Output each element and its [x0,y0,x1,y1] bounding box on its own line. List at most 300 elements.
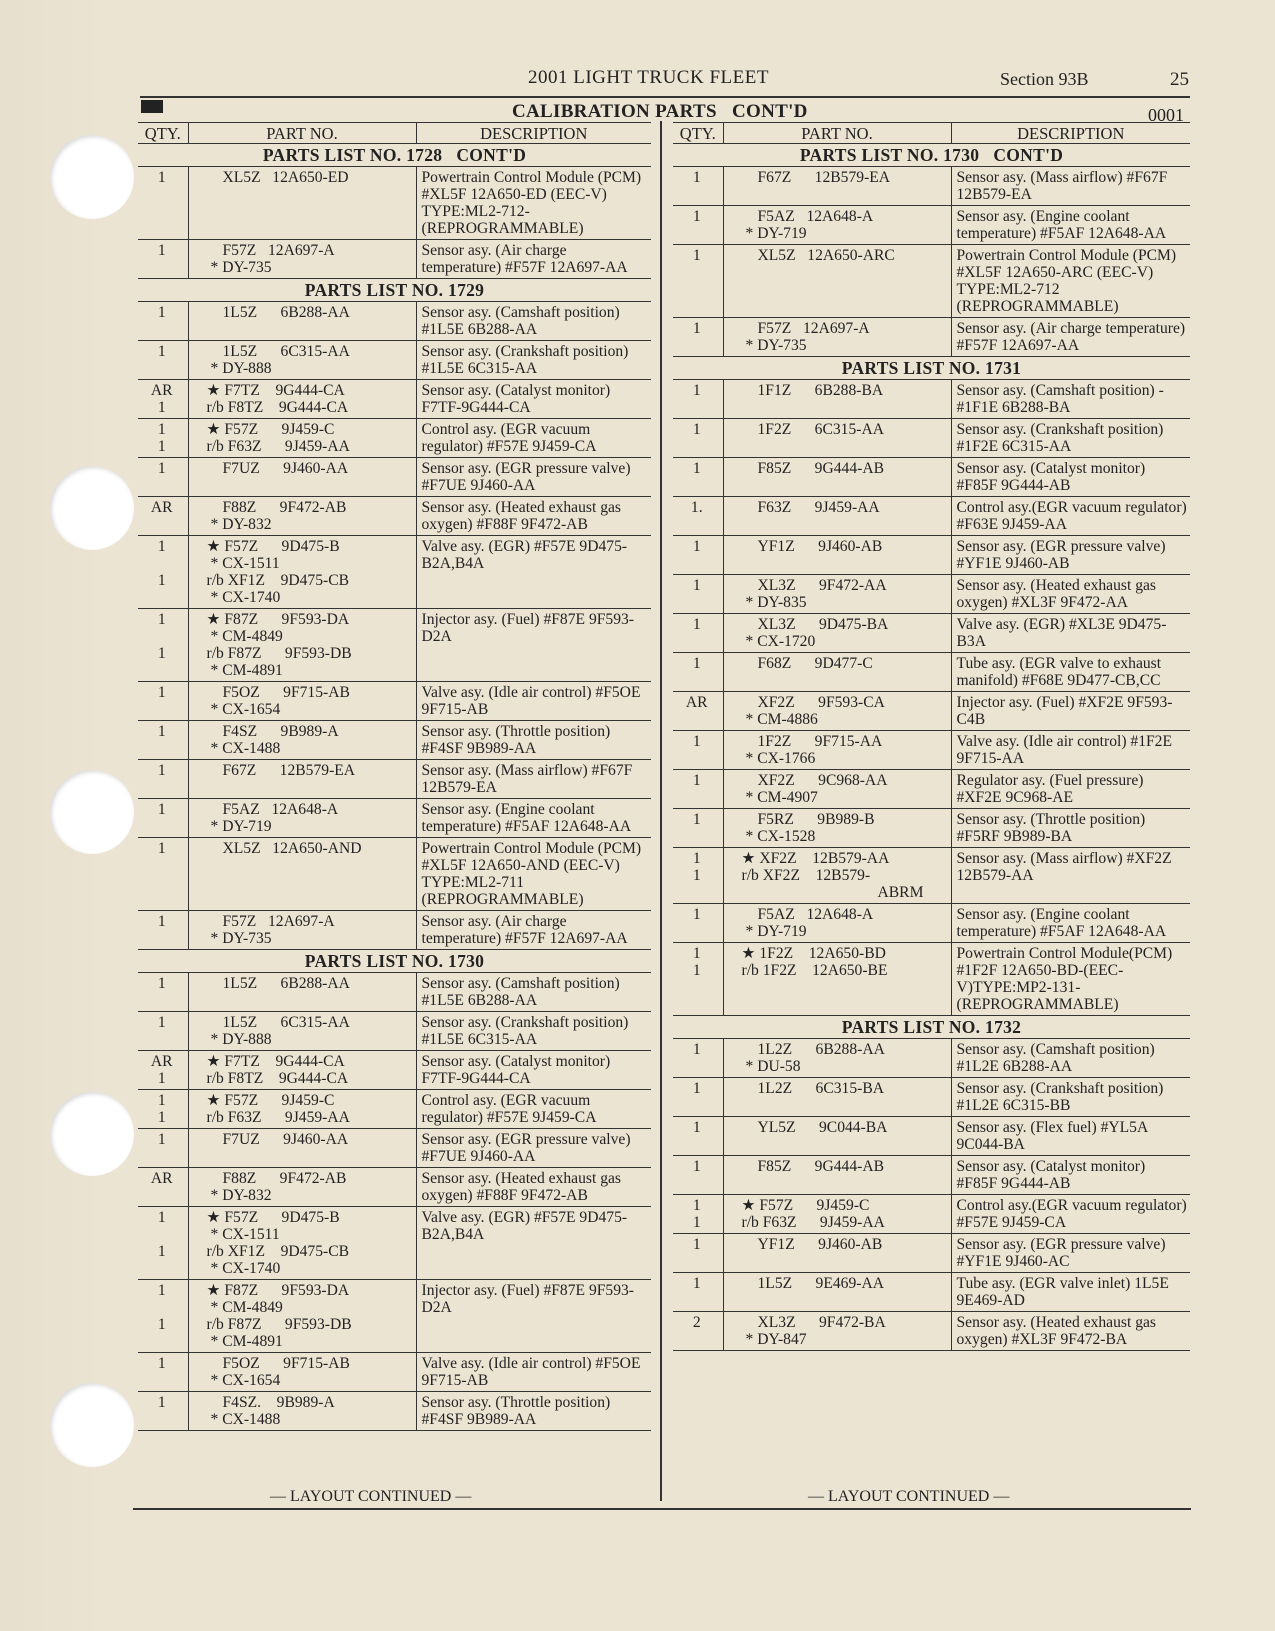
layout-continued-note: — LAYOUT CONTINUED — [808,1488,1010,1505]
part-number: * CX-1766 [745,750,816,767]
qty-header: QTY. [138,123,188,144]
table-row [138,419,651,458]
qty-value: 1 [157,762,166,779]
qty-cell [138,760,188,799]
part-number: F5OZ 9F715-AB [222,684,350,701]
parts-list-heading [673,357,1190,380]
part-number-cell [723,809,951,848]
table-row [138,1090,651,1129]
qty-cell [138,536,188,609]
qty-value: 1 [692,867,701,884]
part-number-cell [723,731,951,770]
table-row [138,536,651,609]
right-column [673,122,1190,1351]
table-row [673,575,1190,614]
part-number: * CX-1740 [210,589,281,606]
parts-table-right [673,122,1190,1351]
description-cell: Sensor asy. (Mass airflow) #F67F 12B579-EA [951,167,1190,206]
part-number-cell [723,380,951,419]
part-number: * CX-1488 [210,740,281,757]
qty-value: 1 [157,343,166,360]
part-number-cell [723,575,951,614]
part-number: r/b F87Z 9F593-DB [206,645,352,662]
qty-cell [673,1312,723,1351]
part-number-cell [188,458,416,497]
binder-hole [50,770,134,854]
qty-cell [673,380,723,419]
qty-cell [673,1234,723,1273]
qty-value: 1 [692,962,701,979]
part-number: * DY-719 [745,225,807,242]
part-number-cell [188,536,416,609]
description-cell: Sensor asy. (Camshaft position) - #1F1E 6B288-BA [951,380,1190,419]
qty-cell [138,799,188,838]
column-divider [660,121,662,1501]
qty-cell [673,904,723,943]
part-number: * CM-4849 [210,1299,283,1316]
part-number: F5AZ 12A648-A [222,801,339,818]
qty-cell [138,911,188,950]
part-number-cell [188,799,416,838]
table-row [138,167,651,240]
table-row [673,809,1190,848]
qty-value: 1 [157,538,166,555]
part-number-cell [723,419,951,458]
binder-hole [50,466,134,550]
part-number: YF1Z 9J460-AB [757,1236,883,1253]
description-cell: Powertrain Control Module (PCM) #XL5F 12A650-AND (EEC-V) TYPE:ML2-711 (REPROGRAMMABLE) [416,838,651,911]
part-number: r/b F63Z 9J459-AA [206,1109,350,1126]
qty-value: AR [150,1170,173,1187]
description-cell: Tube asy. (EGR valve to exhaust manifold) #F68E 9D477-CB,CC [951,653,1190,692]
part-number: ★ F57Z 9J459-C [206,1092,335,1109]
part-number: * DY-888 [210,1031,272,1048]
page-number: 25 [1170,69,1189,90]
description-header: DESCRIPTION [416,123,651,144]
part-number: ★ F87Z 9F593-DA [206,1282,350,1299]
description-cell: Valve asy. (Idle air control) #1F2E 9F715-AA [951,731,1190,770]
part-number: * CX-1654 [210,701,281,718]
parts-list-heading [673,144,1190,167]
part-number-cell [723,1117,951,1156]
qty-value: 1 [157,438,166,455]
description-cell: Powertrain Control Module (PCM) #XL5F 12A650-ED (EEC-V) TYPE:ML2-712-(REPROGRAMMABLE) [416,167,651,240]
qty-value: 1 [692,1197,701,1214]
qty-cell [138,1392,188,1431]
description-cell: Control asy.(EGR vacuum regulator) #F57E 9J459-CA [951,1195,1190,1234]
part-number: F7UZ 9J460-AA [222,460,349,477]
qty-value: 1 [157,1243,166,1260]
part-number: 1L5Z 6C315-AA [222,343,350,360]
description-cell: Valve asy. (EGR) #F57E 9D475-B2A,B4A [416,1207,651,1280]
part-number: XL3Z 9D475-BA [757,616,889,633]
table-row [673,380,1190,419]
part-number-cell [188,1129,416,1168]
part-number: XL3Z 9F472-BA [757,1314,886,1331]
description-cell: Control asy. (EGR vacuum regulator) #F57E 9J459-CA [416,1090,651,1129]
parts-list-title: PARTS LIST NO. 1729 [138,279,651,302]
description-header: DESCRIPTION [951,123,1190,144]
table-row [673,653,1190,692]
table-row [138,341,651,380]
part-number: * DY-735 [210,259,272,276]
table-row [673,943,1190,1016]
parts-list-title: PARTS LIST NO. 1730 [138,950,651,973]
part-number: * DY-832 [210,516,272,533]
qty-value: 1 [692,655,701,672]
description-cell: Sensor asy. (Heated exhaust gas oxygen) #F88F 9F472-AB [416,497,651,536]
table-row [673,1039,1190,1078]
qty-value: 1 [157,1209,166,1226]
part-number-cell [723,245,951,318]
part-number-cell [188,167,416,240]
part-number: 1F2Z 6C315-AA [757,421,884,438]
qty-cell [673,497,723,536]
part-number-cell [723,1156,951,1195]
qty-value: 1 [157,1355,166,1372]
part-header: PART NO. [723,123,951,144]
part-number: 1L5Z 6C315-AA [222,1014,350,1031]
part-number-cell [723,904,951,943]
qty-cell [138,1207,188,1280]
table-row [673,904,1190,943]
qty-value: 1 [692,421,701,438]
qty-cell [673,614,723,653]
part-number: ★ F57Z 9J459-C [741,1197,870,1214]
table-row [138,1392,651,1431]
part-number: * DY-832 [210,1187,272,1204]
description-cell: Sensor asy. (Catalyst monitor) F7TF-9G444-CA [416,1051,651,1090]
description-cell: Sensor asy. (Engine coolant temperature) #F5AF 12A648-AA [951,904,1190,943]
description-cell: Sensor asy. (Camshaft position) #1L5E 6B288-AA [416,302,651,341]
part-header: PART NO. [188,123,416,144]
part-number-cell [723,1273,951,1312]
part-number: YL5Z 9C044-BA [757,1119,888,1136]
qty-value: 1 [692,616,701,633]
part-number-cell [723,497,951,536]
parts-table-left [138,122,651,1431]
description-cell: Sensor asy. (Throttle position) #F4SF 9B989-AA [416,1392,651,1431]
part-number: XF2Z 9C968-AA [757,772,888,789]
qty-value: 1 [157,723,166,740]
parts-list-title: PARTS LIST NO. 1730 CONT'D [673,144,1190,167]
description-cell: Sensor asy. (Heated exhaust gas oxygen) #XL3F 9F472-BA [951,1312,1190,1351]
binder-hole [50,1383,134,1467]
part-number: ★ F7TZ 9G444-CA [206,1053,345,1070]
qty-cell [673,206,723,245]
qty-value: 1 [157,611,166,628]
table-caption: CALIBRATION PARTS CONT'D [512,101,808,122]
part-number-cell [723,318,951,357]
qty-cell [138,302,188,341]
part-number-cell [188,497,416,536]
qty-value: 1 [157,645,166,662]
qty-cell [138,682,188,721]
qty-value: 2 [692,1314,701,1331]
qty-value: 1 [692,169,701,186]
parts-list-heading [138,950,651,973]
qty-value: 1 [692,906,701,923]
qty-value: 1 [692,382,701,399]
qty-cell [673,575,723,614]
part-number-cell [188,302,416,341]
part-number: XL5Z 12A650-AND [222,840,362,857]
part-number: * CX-1528 [745,828,816,845]
left-column [138,122,651,1431]
part-number: ★ F57Z 9D475-B [206,538,340,555]
qty-value: 1 [692,1214,701,1231]
description-cell: Valve asy. (EGR) #XL3E 9D475-B3A [951,614,1190,653]
part-number-cell [723,692,951,731]
qty-value: 1 [157,169,166,186]
qty-cell [138,419,188,458]
description-cell: Sensor asy. (Catalyst monitor) F7TF-9G444-CA [416,380,651,419]
qty-cell [673,943,723,1016]
part-number: r/b XF1Z 9D475-CB [206,572,350,589]
qty-cell [673,653,723,692]
qty-cell [138,1280,188,1353]
qty-value: 1 [157,1131,166,1148]
qty-cell [673,1156,723,1195]
qty-value [138,555,186,572]
table-row [673,245,1190,318]
part-number: * CX-1654 [210,1372,281,1389]
part-number: F5OZ 9F715-AB [222,1355,350,1372]
table-row [138,240,651,279]
table-row [138,838,651,911]
qty-cell [673,1039,723,1078]
qty-cell [138,973,188,1012]
description-cell: Sensor asy. (Crankshaft position) #1L5E 6C315-AA [416,341,651,380]
part-number: F88Z 9F472-AB [222,1170,347,1187]
qty-cell [673,1195,723,1234]
description-cell: Powertrain Control Module(PCM) #1F2F 12A650-BD-(EEC-V)TYPE:MP2-131-(REPROGRAMMABLE) [951,943,1190,1016]
table-row [673,206,1190,245]
qty-value: AR [150,499,173,516]
part-number: 1F2Z 9F715-AA [757,733,883,750]
part-number: 1L5Z 6B288-AA [222,304,350,321]
part-number-cell [723,1039,951,1078]
part-number-cell [188,1090,416,1129]
part-number: * DY-719 [210,818,272,835]
description-cell: Powertrain Control Module (PCM) #XL5F 12A650-ARC (EEC-V) TYPE:ML2-712 (REPROGRAMMABLE) [951,245,1190,318]
description-cell: Sensor asy. (EGR pressure valve) #YF1E 9J460-AC [951,1234,1190,1273]
description-cell: Sensor asy. (EGR pressure valve) #F7UE 9J460-AA [416,1129,651,1168]
qty-cell [673,731,723,770]
qty-value: 1 [692,320,701,337]
description-cell: Regulator asy. (Fuel pressure) #XF2E 9C968-AE [951,770,1190,809]
description-cell: Sensor asy. (Camshaft position) #1L2E 6B288-AA [951,1039,1190,1078]
part-number-cell [723,536,951,575]
binder-hole [50,135,134,219]
description-cell: Sensor asy. (Air charge temperature) #F57F 12A697-AA [416,240,651,279]
qty-value: 1 [157,572,166,589]
qty-value: 1. [690,499,703,516]
qty-cell [138,609,188,682]
part-number: ★ F7TZ 9G444-CA [206,382,345,399]
part-number: * CM-4891 [210,1333,283,1350]
part-number-cell [188,760,416,799]
qty-cell [138,1090,188,1129]
qty-cell [673,245,723,318]
qty-value: 1 [692,850,701,867]
part-number: * CX-1720 [745,633,816,650]
qty-value: 1 [157,801,166,818]
part-number: F5AZ 12A648-A [757,208,874,225]
qty-value: 1 [692,1158,701,1175]
part-number-cell [723,1234,951,1273]
part-number: F67Z 12B579-EA [757,169,891,186]
part-number: F57Z 12A697-A [222,242,335,259]
part-number: * CM-4849 [210,628,283,645]
qty-cell [673,167,723,206]
part-number: * DY-719 [745,923,807,940]
part-number-cell [723,614,951,653]
description-cell: Control asy.(EGR vacuum regulator) #F63E 9J459-AA [951,497,1190,536]
table-row [138,1207,651,1280]
qty-value: AR [685,694,708,711]
part-number: * DU-58 [745,1058,801,1075]
part-number-cell [188,973,416,1012]
part-number-cell [188,341,416,380]
part-number: F4SZ. 9B989-A [222,1394,335,1411]
qty-value: 1 [692,208,701,225]
part-number-cell [723,1195,951,1234]
description-cell: Sensor asy. (Flex fuel) #YL5A 9C044-BA [951,1117,1190,1156]
qty-value: 1 [157,1394,166,1411]
part-number: ★ F57Z 9J459-C [206,421,335,438]
qty-cell [673,1273,723,1312]
part-number: 1L5Z 6B288-AA [222,975,350,992]
page-title: 2001 LIGHT TRUCK FLEET [528,67,769,88]
part-number: 1F1Z 6B288-BA [757,382,884,399]
table-row [673,458,1190,497]
catalog-code: 0001 [1148,105,1184,125]
table-row [138,1012,651,1051]
part-number: * CM-4891 [210,662,283,679]
description-cell: Sensor asy. (Catalyst monitor) #F85F 9G444-AB [951,1156,1190,1195]
table-row [673,419,1190,458]
section-marker [141,100,163,113]
qty-value: 1 [692,1080,701,1097]
part-number-cell [188,721,416,760]
table-row [673,770,1190,809]
description-cell: Sensor asy. (Engine coolant temperature) #F5AF 12A648-AA [416,799,651,838]
description-cell: Valve asy. (EGR) #F57E 9D475-B2A,B4A [416,536,651,609]
qty-cell [673,1117,723,1156]
part-number-cell [188,380,416,419]
part-number-cell [723,206,951,245]
table-row [138,609,651,682]
table-row [138,1280,651,1353]
part-number-cell [188,1012,416,1051]
description-cell: Sensor asy. (Heated exhaust gas oxygen) #XL3F 9F472-AA [951,575,1190,614]
description-cell: Sensor asy. (Catalyst monitor) #F85F 9G444-AB [951,458,1190,497]
part-number-cell [188,682,416,721]
qty-cell [138,240,188,279]
part-number: F67Z 12B579-EA [222,762,356,779]
qty-value [138,628,186,645]
qty-value: 1 [157,421,166,438]
description-cell: Tube asy. (EGR valve inlet) 1L5E 9E469-AD [951,1273,1190,1312]
part-number: 1L5Z 9E469-AA [757,1275,884,1292]
part-number: * CX-1740 [210,1260,281,1277]
qty-value: 1 [157,840,166,857]
table-row [673,614,1190,653]
table-row [138,1168,651,1207]
part-number-cell [723,167,951,206]
part-number-cell [188,1353,416,1392]
qty-cell [673,419,723,458]
qty-value: 1 [692,538,701,555]
qty-cell [138,167,188,240]
qty-cell [138,721,188,760]
part-number: ABRM [877,884,924,901]
part-number: r/b F87Z 9F593-DB [206,1316,352,1333]
table-row [673,1195,1190,1234]
description-cell: Valve asy. (Idle air control) #F5OE 9F715-AB [416,1353,651,1392]
qty-value: AR [150,382,173,399]
qty-value: 1 [692,1119,701,1136]
part-number-cell [188,609,416,682]
qty-cell [138,341,188,380]
part-number: r/b F8TZ 9G444-CA [206,399,349,416]
qty-cell [673,770,723,809]
table-row [138,497,651,536]
description-cell: Sensor asy. (Crankshaft position) #1F2E 6C315-AA [951,419,1190,458]
description-cell: Sensor asy. (Air charge temperature) #F57F 12A697-AA [951,318,1190,357]
part-number-cell [188,1051,416,1090]
table-row [673,1312,1190,1351]
parts-list-title: PARTS LIST NO. 1731 [673,357,1190,380]
qty-value: 1 [692,1041,701,1058]
part-number: ★ XF2Z 12B579-AA [741,850,890,867]
qty-value: 1 [157,242,166,259]
qty-value: 1 [692,1236,701,1253]
qty-value: 1 [157,1070,166,1087]
table-row [138,380,651,419]
part-number-cell [723,458,951,497]
part-number: 1L2Z 6C315-BA [757,1080,884,1097]
table-row [673,497,1190,536]
description-cell: Sensor asy. (Mass airflow) #F67F 12B579-EA [416,760,651,799]
part-number: F5RZ 9B989-B [757,811,875,828]
part-number: * DY-847 [745,1331,807,1348]
part-number-cell [723,1078,951,1117]
part-number-cell [188,240,416,279]
part-number: r/b XF1Z 9D475-CB [206,1243,350,1260]
description-cell: Valve asy. (Idle air control) #F5OE 9F715-AB [416,682,651,721]
part-number: r/b XF2Z 12B579- [741,867,871,884]
qty-cell [138,1168,188,1207]
qty-value: 1 [692,460,701,477]
qty-cell [138,380,188,419]
qty-cell [673,848,723,904]
part-number: ★ F87Z 9F593-DA [206,611,350,628]
part-number: 1L2Z 6B288-AA [757,1041,885,1058]
qty-value: 1 [157,975,166,992]
table-row [138,973,651,1012]
part-number: F85Z 9G444-AB [757,460,884,477]
table-row [673,1234,1190,1273]
part-number: * CM-4886 [745,711,818,728]
part-number: * CX-1511 [210,1226,280,1243]
part-number: F5AZ 12A648-A [757,906,874,923]
description-cell: Sensor asy. (EGR pressure valve) #YF1E 9J460-AB [951,536,1190,575]
qty-value: 1 [692,811,701,828]
description-cell: Sensor asy. (Throttle position) #F5RF 9B989-BA [951,809,1190,848]
qty-cell [138,497,188,536]
